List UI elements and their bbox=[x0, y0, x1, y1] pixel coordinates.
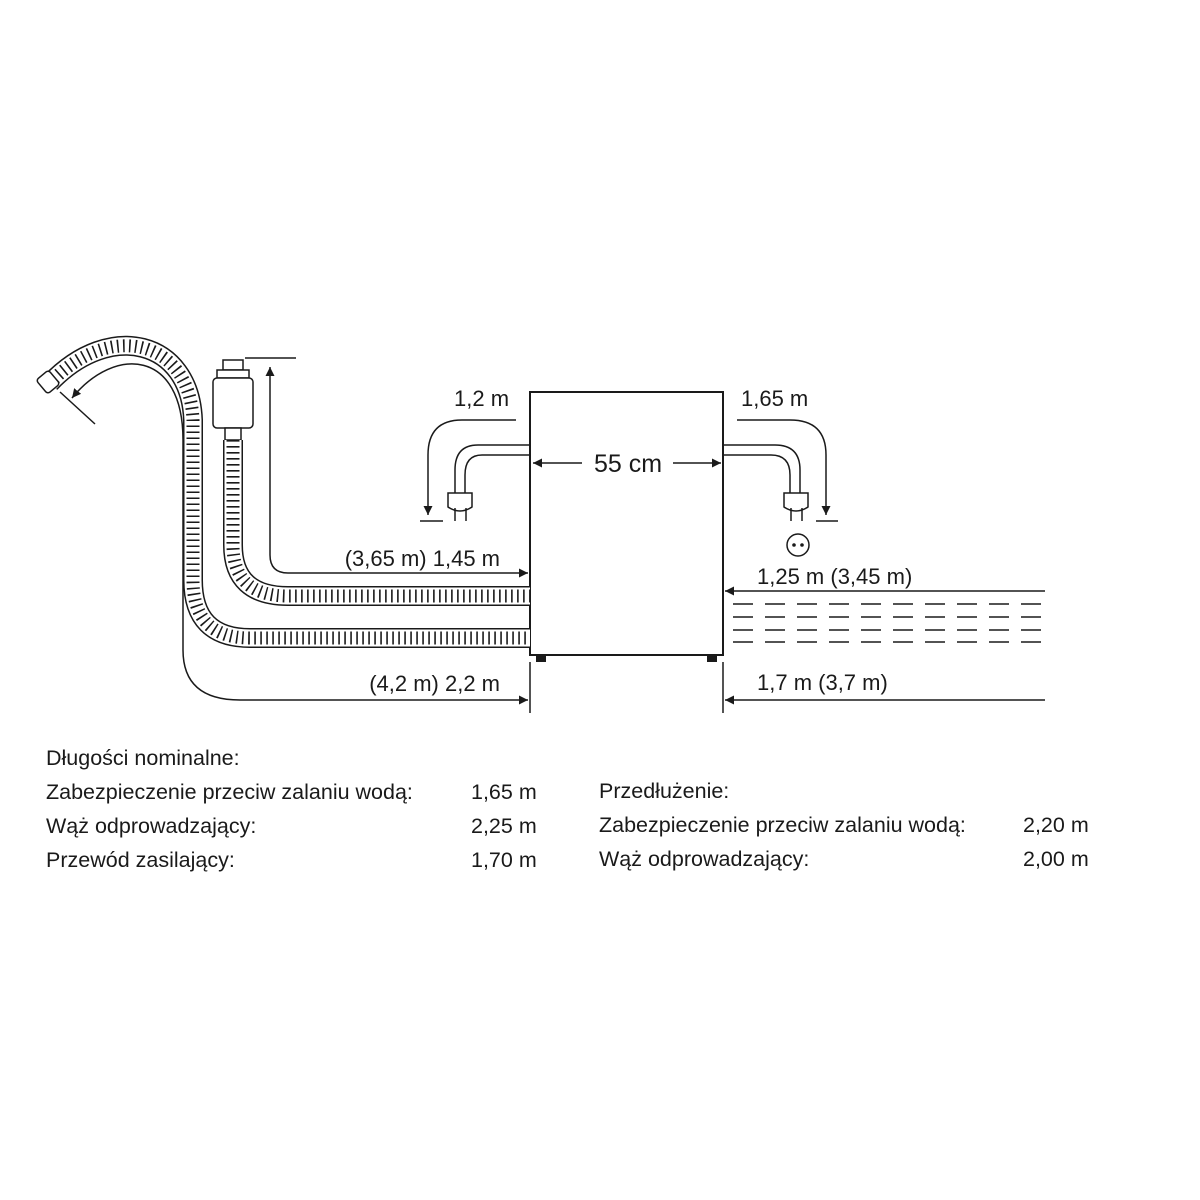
table-row bbox=[599, 842, 1139, 876]
nominal-heading: Długości nominalne: bbox=[46, 746, 240, 770]
row-label: Zabezpieczenie przeciw zalaniu wodą: bbox=[599, 813, 966, 837]
row-value: 2,00 m bbox=[1023, 847, 1089, 871]
inlet-hose-label: (3,65 m) 1,45 m bbox=[344, 546, 500, 571]
right-upper-label: 1,25 m (3,45 m) bbox=[757, 564, 913, 589]
row-value: 2,20 m bbox=[1023, 813, 1089, 837]
table-row bbox=[599, 808, 1139, 842]
right-power-cord bbox=[723, 445, 808, 521]
row-value: 1,65 m bbox=[471, 780, 537, 804]
table-row bbox=[46, 775, 566, 809]
row-value: 1,70 m bbox=[471, 848, 537, 872]
width-label: 55 cm bbox=[593, 450, 663, 478]
extension-table bbox=[599, 774, 1139, 876]
right-lower-label: 1,7 m (3,7 m) bbox=[757, 670, 888, 695]
left-cord-label: 1,2 m bbox=[454, 386, 510, 411]
row-value: 2,25 m bbox=[471, 814, 537, 838]
row-label: Przewód zasilający: bbox=[46, 848, 235, 872]
row-label: Wąż odprowadzający: bbox=[599, 847, 810, 871]
table-row bbox=[46, 843, 566, 877]
drain-hose-dimension bbox=[60, 364, 528, 700]
power-socket-icon bbox=[787, 534, 809, 556]
aquastop-valve bbox=[213, 360, 253, 440]
drain-hose-label: (4,2 m) 2,2 m bbox=[369, 671, 500, 696]
dishwasher-body bbox=[530, 392, 723, 662]
right-cord-label: 1,65 m bbox=[741, 386, 809, 411]
row-label: Wąż odprowadzający: bbox=[46, 814, 257, 838]
table-row bbox=[46, 809, 566, 843]
nominal-lengths-table bbox=[46, 741, 566, 877]
extension-heading: Przedłużenie: bbox=[599, 779, 730, 803]
left-power-cord bbox=[448, 445, 530, 521]
row-label: Zabezpieczenie przeciw zalaniu wodą: bbox=[46, 780, 413, 804]
